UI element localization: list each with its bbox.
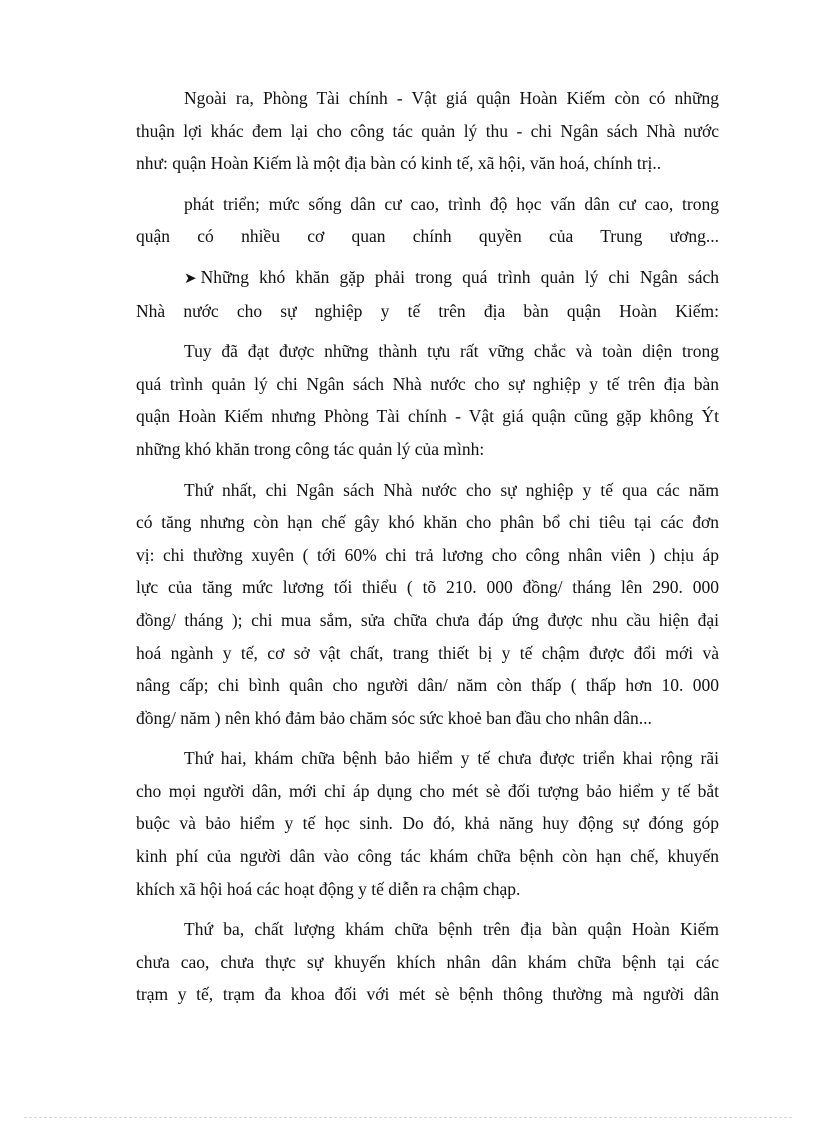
text-line: Tuy đã đạt được những thành tựu rất vững chắc và toàn diện trong: [184, 341, 719, 362]
text-line: quận có nhiều cơ quan chính quyền của Trung ương...: [136, 226, 719, 247]
paragraph-advantages: [136, 82, 719, 180]
text-line: Thứ hai, khám chữa bệnh bảo hiểm y tế chưa được triển khai rộng rãi: [184, 748, 719, 769]
text-line: buộc và bảo hiểm y tế học sinh. Do đó, khả năng huy động sự đóng góp: [136, 813, 719, 834]
text-line: [136, 261, 719, 295]
text-line: khích xã hội hoá các hoạt động y tế diễn ra chậm chạp.: [136, 878, 521, 899]
paragraph-third-point: [136, 913, 719, 1011]
text-line: hoá ngành y tế, cơ sở vật chất, trang thiết bị y tế chậm được đổi mới và: [136, 642, 719, 663]
text-line: phát triển; mức sống dân cư cao, trình độ học vấn dân cư cao, trong: [184, 193, 719, 214]
text-line: Thứ nhất, chi Ngân sách Nhà nước cho sự nghiệp y tế qua các năm: [184, 479, 719, 500]
text-line: đồng/ năm ) nên khó đảm bảo chăm sóc sức khoẻ ban đầu cho nhân dân...: [136, 707, 652, 728]
page-bottom-divider: [24, 1117, 792, 1118]
text-line: Nhà nước cho sự nghiệp y tế trên địa bàn quận Hoàn Kiếm:: [136, 300, 719, 321]
text-line: thuận lợi khác đem lại cho công tác quản lý thu - chi Ngân sách Nhà nước: [136, 120, 719, 141]
text-line: quận Hoàn Kiếm nhưng Phòng Tài chính - Vật giá quận cũng gặp không Ýt: [136, 406, 719, 427]
paragraph-achievements: [136, 335, 719, 465]
text-line: nâng cấp; chi bình quân cho người dân/ năm còn thấp ( thấp hơn 10. 000: [136, 675, 719, 696]
document-body: [136, 82, 719, 1011]
text-line: vị: chi thường xuyên ( tới 60% chi trả lương cho công nhân viên ) chịu áp: [136, 544, 719, 565]
text-line: những khó khăn trong công tác quản lý của mình:: [136, 438, 485, 459]
text-line: lực của tăng mức lương tối thiểu ( tõ 210. 000 đồng/ tháng lên 290. 000: [136, 577, 719, 598]
arrow-bullet-icon: ➤: [184, 268, 197, 287]
paragraph-second-point: [136, 742, 719, 905]
heading-text: Những khó khăn gặp phải trong quá trình quản lý chi Ngân sách: [200, 266, 719, 287]
text-line: trạm y tế, trạm đa khoa đối với mét sè bệnh thông thường mà người dân: [136, 984, 719, 1005]
text-line: Thứ ba, chất lượng khám chữa bệnh trên địa bàn quận Hoàn Kiếm: [184, 919, 719, 940]
text-line: quá trình quản lý chi Ngân sách Nhà nước cho sự nghiệp y tế trên địa bàn: [136, 373, 719, 394]
text-line: kinh phí của người dân vào công tác khám chữa bệnh còn hạn chế, khuyến: [136, 846, 719, 867]
paragraph-advantages-cont: [136, 188, 719, 253]
text-line: chưa cao, chưa thực sự khuyến khích nhân dân khám chữa bệnh tại các: [136, 951, 719, 972]
text-line: Ngoài ra, Phòng Tài chính - Vật giá quận Hoàn Kiếm còn có những: [184, 88, 719, 108]
paragraph-difficulties-heading: [136, 261, 719, 327]
text-line: cho mọi người dân, mới chỉ áp dụng cho mét sè đối tượng bảo hiểm y tế bắt: [136, 780, 719, 801]
text-line: đồng/ tháng ); chi mua sắm, sửa chữa chưa đáp ứng được nhu cầu hiện đại: [136, 609, 719, 630]
paragraph-first-point: [136, 474, 719, 735]
text-line: như: quận Hoàn Kiếm là một địa bàn có kinh tế, xã hội, văn hoá, chính trị..: [136, 153, 662, 174]
text-line: có tăng nhưng còn hạn chế gây khó khăn cho phân bổ chi tiêu tại các đơn: [136, 512, 719, 533]
